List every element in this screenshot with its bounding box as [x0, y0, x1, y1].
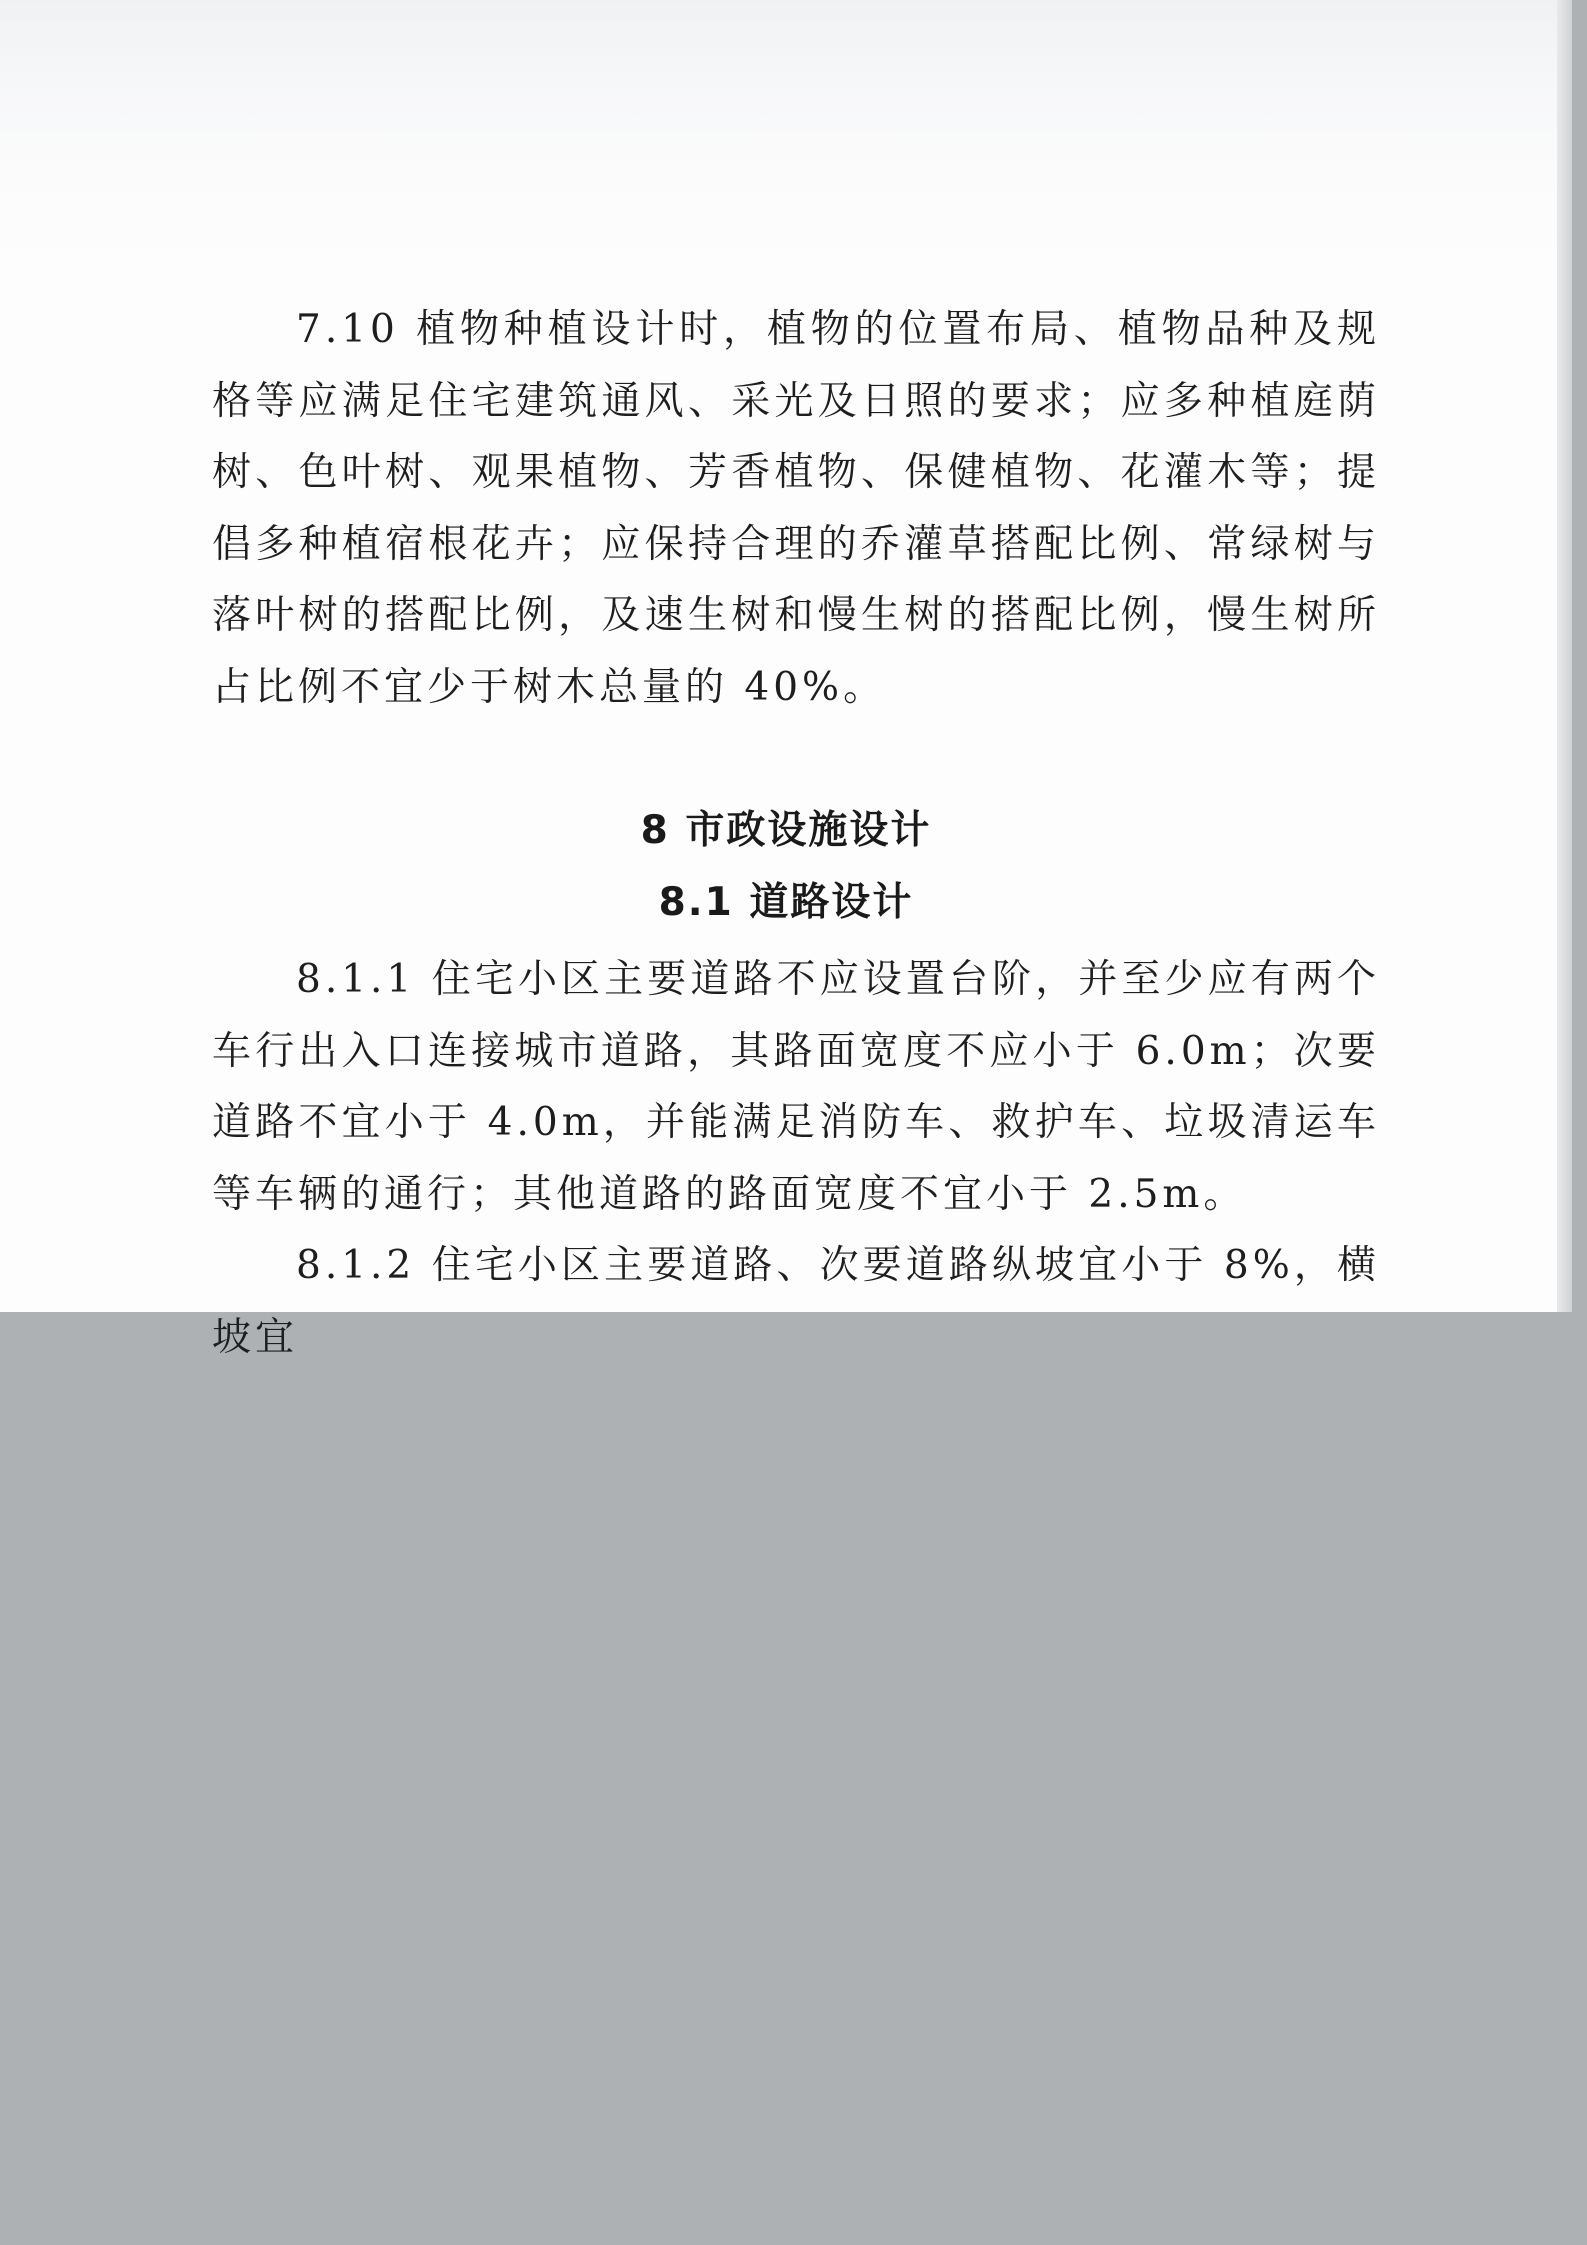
- paragraph-8-1-1: [212, 944, 1380, 1230]
- chapter-heading: 8 市政设施设计: [640, 808, 932, 853]
- paragraph-8-1-2-text: 8.1.2 住宅小区主要道路、次要道路纵坡宜小于 8%，横坡宜: [212, 1243, 1380, 1360]
- paragraph-7-10-text: 7.10 植物种植设计时，植物的位置布局、植物品种及规格等应满足住宅建筑通风、采光及日照的要求；应多种植庭荫树、色叶树、观果植物、芳香植物、保健植物、花灌木等；提倡多种植宿根花卉；应保持合理的乔灌草搭配比例、常绿树与落叶树的搭配比例，及速生树和慢生树的搭配比例，慢生树所占比例不宜少于树木总量的 40%。: [212, 307, 1380, 710]
- section-heading: 8.1 道路设计: [658, 880, 914, 925]
- paragraph-8-1-2: [212, 1230, 1380, 1373]
- paper-edge: [1557, 0, 1572, 1312]
- paper-shading: [0, 0, 1572, 260]
- paragraph-8-1-1-text: 8.1.1 住宅小区主要道路不应设置台阶，并至少应有两个车行出入口连接城市道路，其路面宽度不应小于 6.0m；次要道路不宜小于 4.0m，并能满足消防车、救护车、垃圾清运车等车辆的通行；其他道路的路面宽度不宜小于 2.5m。: [212, 957, 1380, 1217]
- paragraph-7-10: [212, 294, 1380, 723]
